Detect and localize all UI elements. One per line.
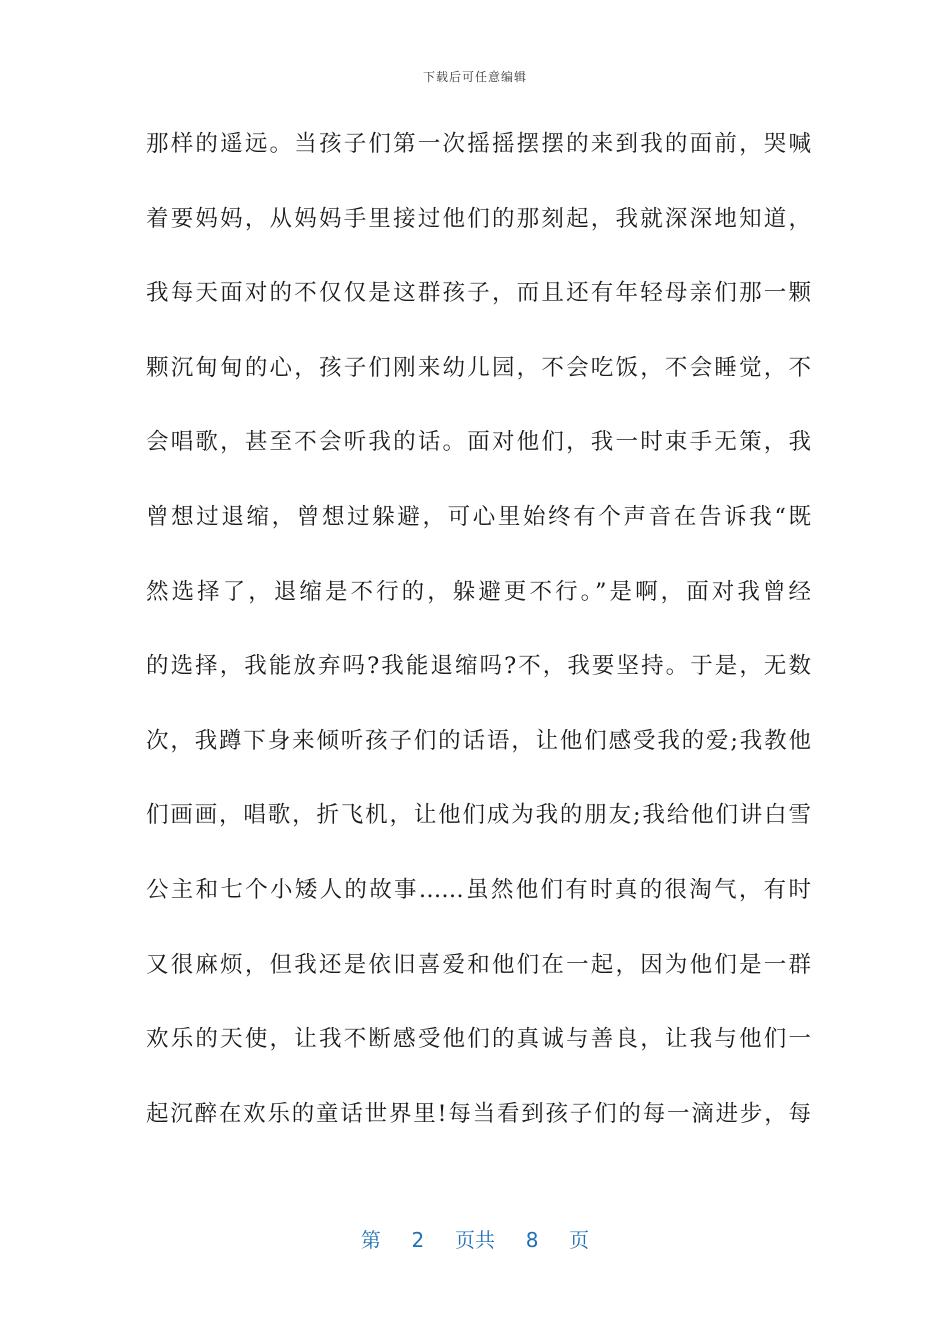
text-line: 又很麻烦，但我还是依旧喜爱和他们在一起，因为他们是一群	[146, 951, 811, 978]
page-header: 下载后可任意编辑	[422, 70, 527, 84]
text-line: 我每天面对的不仅仅是这群孩子，而且还有年轻母亲们那一颗	[146, 280, 811, 307]
footer-middle: 页共	[455, 1228, 495, 1252]
text-line: 然选择了，退缩是不行的，躲避更不行。”是啊，面对我曾经	[146, 578, 811, 605]
text-line: 的选择，我能放弃吗?我能退缩吗?不，我要坚持。于是，无数	[146, 653, 811, 680]
text-line: 次，我蹲下身来倾听孩子们的话语，让他们感受我的爱;我教他	[146, 727, 811, 754]
text-line: 欢乐的天使，让我不断感受他们的真诚与善良，让我与他们一	[146, 1026, 811, 1053]
document-body	[146, 122, 811, 1166]
text-line: 那样的遥远。当孩子们第一次摇摇摆摆的来到我的面前，哭喊	[146, 131, 811, 157]
text-line: 会唱歌，甚至不会听我的话。面对他们，我一时束手无策，我	[146, 429, 811, 456]
footer-prefix: 第	[360, 1228, 381, 1252]
current-page-number: 2	[411, 1228, 425, 1252]
total-pages-number: 8	[525, 1228, 539, 1252]
text-line: 起沉醉在欢乐的童话世界里!每当看到孩子们的每一滴进步，每	[146, 1100, 811, 1127]
text-line: 们画画，唱歌，折飞机，让他们成为我的朋友;我给他们讲白雪	[146, 802, 811, 829]
text-line: 颗沉甸甸的心，孩子们刚来幼儿园，不会吃饭，不会睡觉，不	[146, 354, 811, 381]
text-line: 曾想过退缩，曾想过躲避，可心里始终有个声音在告诉我“既	[146, 503, 811, 530]
page-number-footer	[0, 1224, 950, 1253]
text-line: 着要妈妈，从妈妈手里接过他们的那刻起，我就深深地知道，	[146, 205, 811, 232]
text-line: 公主和七个小矮人的故事……虽然他们有时真的很淘气，有时	[146, 876, 811, 903]
footer-suffix: 页	[569, 1228, 590, 1252]
